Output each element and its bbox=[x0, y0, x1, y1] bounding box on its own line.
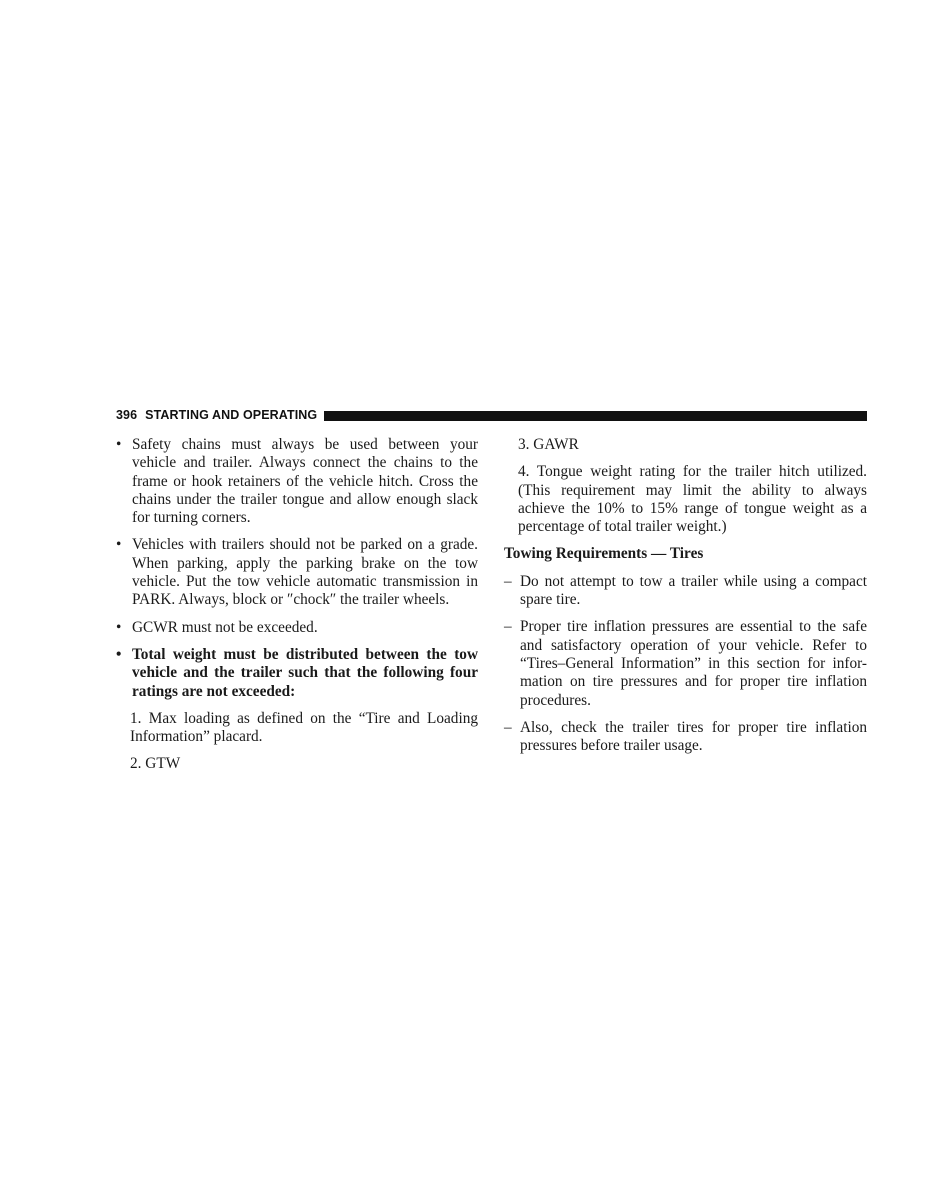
list-item bbox=[504, 719, 867, 756]
safety-chains-text: Safety chains must always be used between your vehicle and trailer. Always connect the chains to the frame or hook retainers of the vehicle hitch. Cross the chains under the trailer tongue and allow enough slack for turning corners. bbox=[132, 436, 478, 527]
page-header bbox=[116, 406, 867, 424]
header-rule bbox=[324, 411, 867, 421]
bullet-icon: • bbox=[116, 645, 122, 663]
inflation-pressure-text: Proper tire inflation pressures are essential to the safe and satisfactory operation of your vehicle. Refer to “Tires–General Information” in this section for infor-mation on tire pressures and for proper tire inflation procedures. bbox=[520, 618, 867, 709]
page-number: 396 bbox=[116, 408, 138, 422]
list-item bbox=[116, 436, 478, 527]
towing-tires-heading: Towing Requirements — Tires bbox=[504, 545, 704, 563]
list-item bbox=[116, 646, 478, 701]
section-title: STARTING AND OPERATING bbox=[145, 408, 318, 422]
bullet-icon: • bbox=[116, 436, 122, 453]
total-weight-text: Total weight must be distributed between the tow vehicle and the trailer such that the following four ratings are not exceeded: bbox=[132, 645, 478, 700]
bullet-icon: • bbox=[116, 618, 122, 636]
compact-spare-text: Do not attempt to tow a trailer while using a compact spare tire. bbox=[520, 572, 867, 609]
rating-item-4: 4. Tongue weight rating for the trailer hitch utilized. (This requirement may limit the ability to always achieve the 10% to 15% range of tongue weight as a percentage of total trailer weight.) bbox=[518, 463, 867, 536]
list-item bbox=[116, 536, 478, 609]
list-item bbox=[504, 573, 867, 610]
rating-item-3: 3. GAWR bbox=[518, 436, 579, 453]
dash-icon: – bbox=[504, 718, 512, 736]
rating-item-1: 1. Max loading as defined on the “Tire and Loading Information” placard. bbox=[130, 709, 478, 746]
list-item bbox=[504, 618, 867, 709]
gcwr-text: GCWR must not be exceeded. bbox=[132, 618, 318, 636]
parking-grade-text: Vehicles with trailers should not be parked on a grade. When parking, apply the parking brake on the tow vehicle. Put the tow vehicle automatic transmission in PARK. Always, block or ″chock″ the trailer wheels. bbox=[132, 536, 478, 609]
left-column bbox=[116, 436, 478, 783]
dash-icon: – bbox=[504, 572, 512, 590]
right-column bbox=[504, 436, 867, 764]
dash-icon: – bbox=[504, 618, 512, 636]
trailer-tires-text: Also, check the trailer tires for proper tire inflation pressures before trailer usage. bbox=[520, 718, 867, 755]
bullet-icon: • bbox=[116, 536, 122, 554]
rating-item-2: 2. GTW bbox=[130, 755, 181, 773]
list-item bbox=[116, 619, 478, 637]
